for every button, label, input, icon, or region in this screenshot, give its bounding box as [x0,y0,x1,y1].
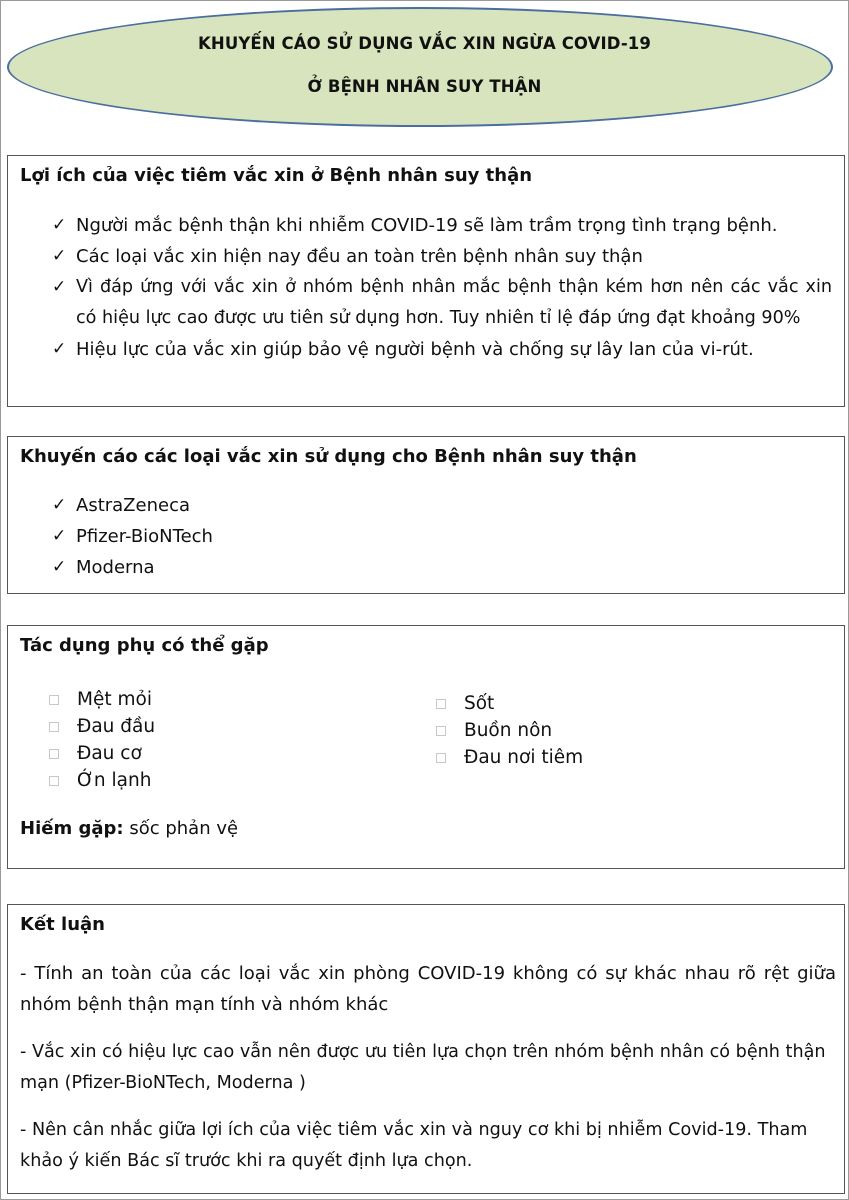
side-effect-text: Sốt [464,693,495,714]
vaccine-name: Moderna [76,557,155,578]
list-item [434,744,583,771]
list-item [52,272,832,334]
list-item [434,690,583,717]
side-effect-text: Buồn nôn [464,720,553,741]
check-icon: ✓ [52,526,67,546]
conclusion-paragraph: - Nên cân nhắc giữa lợi ích của việc tiêm vắc xin và nguy cơ khi bị nhiễm Covid-19. Tham khảo ý kiến Bác sĩ trước khi ra quyết định lựa chọn. [20,1120,808,1171]
side-effects-left-list [47,686,155,794]
benefit-text: Các loại vắc xin hiện nay đều an toàn trên bệnh nhân suy thận [76,246,643,267]
side-effects-right-list [434,690,583,771]
rare-side-effect [20,818,238,839]
list-item [47,713,155,740]
benefits-list [52,210,832,365]
list-item [52,210,832,241]
side-effect-text: Ớn lạnh [77,770,152,791]
square-bullet-icon [49,776,59,786]
rare-label: Hiếm gặp: [20,818,124,839]
check-icon: ✓ [52,277,67,297]
list-item [52,241,832,272]
list-item [52,334,832,365]
check-icon: ✓ [52,339,67,359]
page-title-line1: KHUYẾN CÁO SỬ DỤNG VẮC XIN NGỪA COVID-19 [198,34,651,53]
square-bullet-icon [49,722,59,732]
side-effect-text: Đau nơi tiêm [464,747,584,768]
benefit-text: Hiệu lực của vắc xin giúp bảo vệ người bệnh và chống sự lây lan của vi-rút. [76,339,754,360]
vaccines-box [7,436,845,594]
title-ellipse [7,7,833,127]
benefit-text: Người mắc bệnh thận khi nhiễm COVID-19 sẽ làm trầm trọng tình trạng bệnh. [76,215,778,236]
list-item [52,490,213,521]
conclusion-box [7,904,845,1194]
square-bullet-icon [436,726,446,736]
square-bullet-icon [49,749,59,759]
vaccines-list [52,490,213,583]
page-title-line2: Ở BỆNH NHÂN SUY THẬN [307,77,542,96]
conclusion-heading: Kết luận [20,914,105,935]
benefits-box [7,155,845,407]
side-effects-heading: Tác dụng phụ có thể gặp [20,635,269,656]
list-item [434,717,583,744]
list-item [52,552,213,583]
vaccines-heading: Khuyến cáo các loại vắc xin sử dụng cho Bệnh nhân suy thận [20,446,637,467]
check-icon: ✓ [52,495,67,515]
check-icon: ✓ [52,215,67,235]
side-effects-box [7,625,845,869]
vaccine-name: AstraZeneca [76,495,190,516]
check-icon: ✓ [52,246,67,266]
list-item [47,740,155,767]
square-bullet-icon [436,699,446,709]
vaccine-name: Pfizer-BioNTech [76,526,213,547]
list-item [47,686,155,713]
list-item [52,521,213,552]
side-effect-text: Mệt mỏi [77,689,152,710]
side-effect-text: Đau đầu [77,716,156,737]
side-effect-text: Đau cơ [77,743,142,764]
conclusion-paragraph: - Vắc xin có hiệu lực cao vẫn nên được ưu tiên lựa chọn trên nhóm bệnh nhân có bệnh thận mạn (Pfizer-BioNTech, Moderna ) [20,1042,826,1093]
square-bullet-icon [49,695,59,705]
rare-value: sốc phản vệ [123,818,239,839]
check-icon: ✓ [52,557,67,577]
benefit-text: Vì đáp ứng với vắc xin ở nhóm bệnh nhân mắc bệnh thận kém hơn nên các vắc xin có hiệu lực cao được ưu tiên sử dụng hơn. Tuy nhiên tỉ lệ đáp ứng đạt khoảng 90% [76,277,832,328]
benefits-heading: Lợi ích của việc tiêm vắc xin ở Bệnh nhân suy thận [20,165,533,186]
conclusion-paragraph: - Tính an toàn của các loại vắc xin phòng COVID-19 không có sự khác nhau rõ rệt giữa nhóm bệnh thận mạn tính và nhóm khác [20,963,836,1015]
square-bullet-icon [436,753,446,763]
list-item [47,767,155,794]
